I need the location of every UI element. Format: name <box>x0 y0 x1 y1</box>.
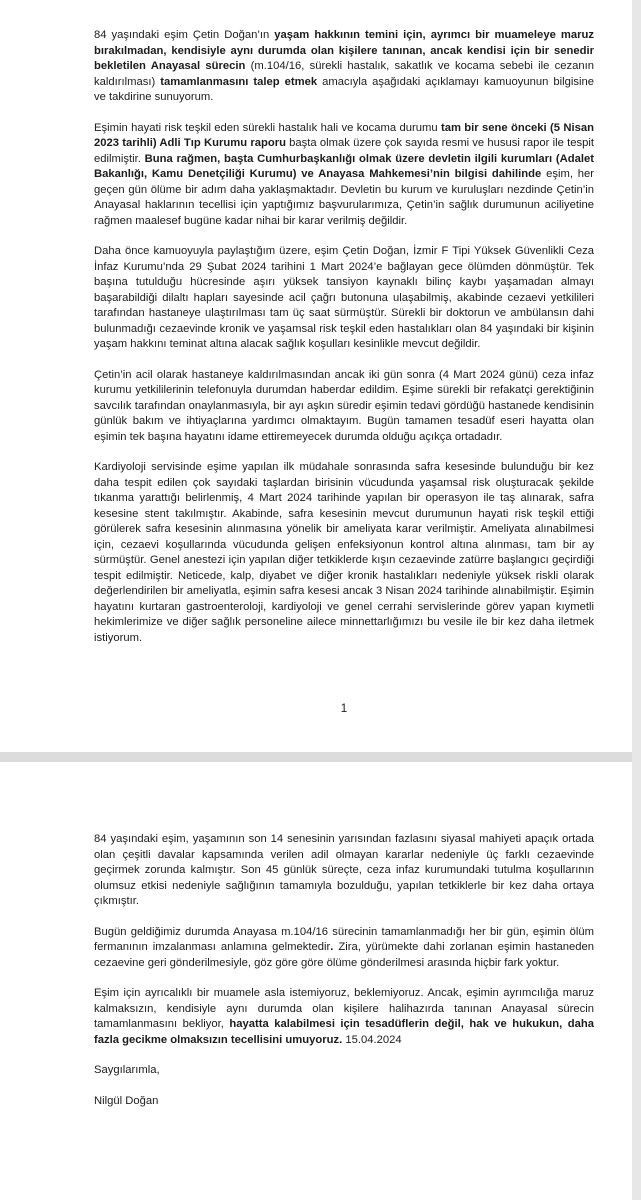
text-run: Çetin’in acil olarak hastaneye kaldırılmasından ancak iki gün sonra (4 Mart 2024 günü) ceza infaz kurumu yetkililerinin telefonuyla durumdan haberdar edildim. Eşime sürekli bir refakatçi gerektiğinin savcılık tarafından onaylanmasıyla, bir ayı aşkın süredir eşimin tedavi gördüğü hastanede kendisinin günlük bakım ve ihtiyaçlarına yardımcı olmaktayım. Bugün tamamen tesadüf eseri hayatta olan eşimin tek başına hayatını idame ettiremeyecek durumda olduğu açıkça ortadadır. <box>94 368 594 443</box>
text-run: Eşimin hayati risk teşkil eden sürekli hastalık hali ve kocama durumu <box>94 121 441 134</box>
bold-text-run: Buna rağmen, başta Cumhurbaşkanlığı olmak üzere devletin ilgili kurumları (Adalet Bakanlığı, Kamu Denetçiliği Kurumu) ve Anayasa Mahkemesi’nin bilgisi dahilinde <box>94 152 594 180</box>
paragraph <box>94 832 594 910</box>
text-run: başta olmak üzere çok sayıda resmi ve hususi rapor ile tespit edilmiştir. <box>94 137 594 165</box>
paragraph <box>94 28 594 106</box>
text-run: Daha önce kamuoyuyla paylaştığım üzere, eşim Çetin Doğan, İzmir F Tipi Yüksek Güvenlikli Ceza İnfaz Kurumu’nda 29 Şubat 2024 tarihini 1 Mart 2024’e bağlayan gece ölümden dönmüştür. Tek başına tutulduğu hücresinde aşırı yüksek tansiyon kaynaklı bilinç kaybı yaşamadan almayı başarabildiği dilaltı hapları sayesinde acil çağrı butonuna ulaşabilmiş, akabinde cezaevi yetkilileri tarafından hastaneye ulaştırılması tam üç saat sürmüştür. Sürekli bir doktorun ve ambülansın dahi bulunmadığı cezaevinde kronik ve yaşamsal risk teşkil eden hastalıkları olan 84 yaşındaki bir kişinin yaşam hakkını teminat altına alacak sağlık koşulları kesinlikle mevcut değildir. <box>94 245 594 350</box>
signature-name: Nilgül Doğan <box>94 1094 159 1107</box>
text-run: 84 yaşındaki eşim Çetin Doğan’ın <box>94 29 275 41</box>
paragraph <box>94 244 594 353</box>
document-page-2 <box>0 762 632 1200</box>
page-number: 1 <box>340 703 348 715</box>
paragraph <box>94 925 594 972</box>
paragraph <box>94 460 594 646</box>
bold-text-run: tamamlanmasını talep etmek <box>160 75 318 88</box>
text-run: Eşim için ayrıcalıklı bir muamele asla istemiyoruz, beklemiyoruz. Ancak, eşimin ayrımcılığa maruz kalmaksızın, kendisiyle aynı durumda olan kişilere halihazırda tanınan Anayasal sürecin tamamlanmasını bekliyor, <box>94 987 594 1030</box>
paragraph <box>94 368 594 446</box>
text-run: Zira, yürümekte dahi zorlanan eşimin hastaneden cezaevine geri gönderilmesiyle, göz göre göre ölüme gönderilmesi arasında hiçbir fark yoktur. <box>94 941 595 969</box>
text-run: Kardiyoloji servisinde eşime yapılan ilk müdahale sonrasında safra kesesinde bulunduğu bir kez daha tespit edilen çok sayıdaki taşlardan birisinin vücudunda yaşamsal risk oluşturacak şekilde tıkanma yarattığı belirlenmiş, 4 Mart 2024 tarihinde yapılan bir operasyon ile taş alınarak, safra kesesine stent takılmıştır. Akabinde, safra kesesinin mevcut durumunun hayati risk teşkil ettiği görülerek safra kesesinin alınmasına yönelik bir ameliyata karar verilmiştir. Ameliyata alınabilmesi için, cezaevi koşullarında vücudunda gelişen enfeksiyonun kontrol altına alınması, tam bir ay sürmüştür. Genel anestezi için yapılan diğer tetkiklerde kışın cezaevinde zatürre başlangıcı geçirdiği tespit edilmiştir. Neticede, kalp, diyabet ve diğer kronik hastalıkları nedeniyle yüksek riskli olarak değerlendirilen bir ameliyatla, eşimin safra kesesi ancak 3 Nisan 2024 tarihinde alınabilmiştir. Eşimin hayatını kurtaran gastroenteroloji, kardiyoloji ve genel cerrahi servislerinde görev yapan kıymetli hekimlerimize ve diğer sağlık personeline ailece minnettarlığımızı bu vesile ile bir kez daha iletmek istiyorum. <box>94 461 594 644</box>
paragraph <box>94 986 594 1048</box>
text-run: Bugün geldiğimiz durumda Anayasa m.104/16 sürecinin tamamlanmadığı her bir gün, eşimin ölüm fermanının imzalanması anlamına gelmektedir <box>94 925 594 953</box>
bold-text-run: hayatta kalabilmesi için tesadüflerin değil, hak ve hukukun, daha fazla gecikme olmaksızın tecellisini umuyoruz. <box>94 1018 595 1046</box>
text-run: 84 yaşındaki eşim, yaşamının son 14 senesinin yarısından fazlasını siyasal mahiyeti apaçık ortada olan çeşitli davalar kapsamında verilen adil olmayan kararlar nedeniyle üç farklı cezaevinde geçirmek zorunda kalmıştır. Son 45 günlük süreçte, ceza infaz kurumundaki tutulma koşullarının olumsuz etkisi nedeniyle sağlığının tamamıyla bozulduğu, yapılan tetkiklerle bir kez daha ortaya çıkmıştır. <box>94 833 594 907</box>
bold-text-run: . <box>330 941 334 953</box>
text-run: amacıyla aşağıdaki açıklamayı kamuoyunun bilgisine ve takdirine sunuyorum. <box>94 75 594 103</box>
page-edge-shadow <box>632 0 641 1200</box>
closing-line: Saygılarımla, <box>94 1064 160 1076</box>
text-run: 15.04.2024 <box>342 1033 402 1046</box>
page-separator <box>0 752 641 762</box>
text-run: eşim, her geçen gün ölüme bir adım daha yaklaşmaktadır. Devletin bu kurum ve kuruluşları nezdinde Çetin’in Anayasal haklarının tecellisi için yaptığımız başvurularımıza, Çetin’in sağlık durumunun aciliyetine rağmen maalesef bugüne kadar nihai bir karar verilmiş değildir. <box>94 168 594 227</box>
text-run: (m.104/16, sürekli hastalık, sakatlık ve kocama sebebi ile cezanın kaldırılması) <box>94 60 594 88</box>
paragraph <box>94 121 594 230</box>
bold-text-run: tam bir sene önceki (5 Nisan 2023 tarihli) Adli Tıp Kurumu raporu <box>94 121 594 149</box>
bold-text-run: yaşam hakkının temini için, ayrımcı bir muameleye maruz bırakılmadan, kendisiyle aynı durumda olan kişilere tanınan, ancak kendisi için bir senedir bekletilen Anayasal sürecin <box>94 29 594 72</box>
